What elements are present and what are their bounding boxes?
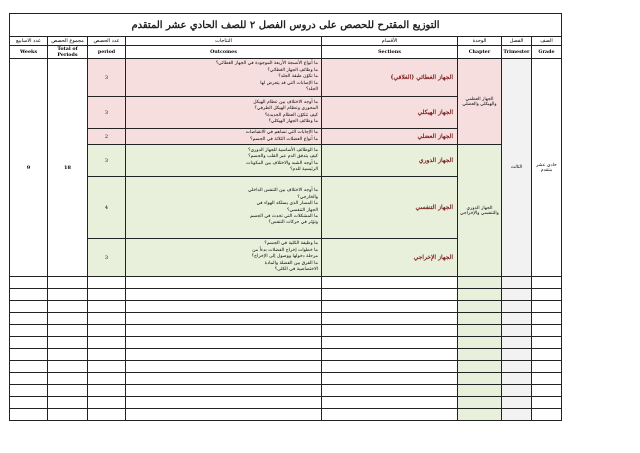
empty-cell: [532, 325, 562, 337]
outcomes-cell: [126, 59, 322, 97]
empty-row: [10, 313, 562, 325]
empty-cell: [48, 325, 88, 337]
empty-cell: [126, 385, 322, 397]
outcome-line: ما أوجه الاختلاف بين التنفس الداخلي: [248, 188, 318, 194]
header-total-periods-ar: مجموع الحصص: [48, 37, 88, 46]
empty-cell: [88, 373, 126, 385]
empty-cell: [10, 277, 48, 289]
empty-cell: [126, 373, 322, 385]
grade-value: حادي عشر متقدم: [532, 59, 562, 277]
empty-cell: [458, 289, 502, 301]
empty-cell: [322, 337, 458, 349]
header-grade-ar: الصف: [532, 37, 562, 46]
empty-cell: [322, 409, 458, 421]
header-trimester-ar: الفصل: [502, 37, 532, 46]
empty-cell: [502, 337, 532, 349]
empty-cell: [10, 349, 48, 361]
empty-cell: [48, 313, 88, 325]
outcome-line: ما وظائف الجهاز الهيكلي؟: [268, 118, 318, 124]
outcome-line: كيف يتدفق الدم عبر القلب والجسم؟: [248, 154, 318, 160]
empty-row: [10, 373, 562, 385]
empty-cell: [502, 349, 532, 361]
outcome-line: ما الفرق بين الفضلة والمادة: [264, 260, 318, 266]
header-outcomes-ar: النتاجات: [126, 37, 322, 46]
empty-cell: [48, 277, 88, 289]
outcomes-cell: [126, 239, 322, 277]
empty-cell: [502, 301, 532, 313]
outcomes-cell: [126, 177, 322, 239]
empty-cell: [502, 289, 532, 301]
empty-row: [10, 385, 562, 397]
header-outcomes-en: Outcomes: [126, 46, 322, 59]
empty-cell: [126, 301, 322, 313]
empty-row: [10, 325, 562, 337]
english-header-row: [10, 46, 562, 59]
outcomes-cell: [126, 129, 322, 145]
empty-cell: [532, 373, 562, 385]
outcome-line: ما أنواع العضلات الثلاثة في الجسم؟: [250, 136, 318, 142]
empty-cell: [458, 385, 502, 397]
empty-cell: [322, 325, 458, 337]
period-value: 3: [88, 239, 126, 277]
header-weeks-ar: عدد الاسابيع: [10, 37, 48, 46]
empty-cell: [502, 373, 532, 385]
empty-cell: [532, 337, 562, 349]
period-value: 2: [88, 129, 126, 145]
outcome-line: كيف تتكوّن العظام الجديدة؟: [264, 112, 318, 118]
empty-cell: [532, 289, 562, 301]
empty-cell: [502, 313, 532, 325]
empty-row: [10, 277, 562, 289]
header-sections-en: Sections: [322, 46, 458, 59]
empty-cell: [322, 385, 458, 397]
trimester-value: الثالث: [502, 59, 532, 277]
header-period-en: period: [88, 46, 126, 59]
empty-cell: [88, 313, 126, 325]
outcomes-cell: [126, 145, 322, 177]
page-title: التوزيع المقترح للحصص على دروس الفصل ٢ للصف الحادي عشر المتقدم: [10, 14, 562, 37]
empty-cell: [48, 361, 88, 373]
header-trimester-en: Trimester: [502, 46, 532, 59]
empty-cell: [48, 397, 88, 409]
empty-cell: [10, 397, 48, 409]
header-weeks-en: Weeks: [10, 46, 48, 59]
empty-cell: [88, 349, 126, 361]
empty-cell: [88, 301, 126, 313]
outcome-line: ما تكوّن طبقة الجلد؟: [278, 74, 318, 80]
chapter-1: الجهاز العظمي والهيكلي والعضلي: [458, 59, 502, 145]
outcome-line: ما خطوات إخراج الفضلات بدءاً من: [252, 247, 318, 253]
empty-row: [10, 337, 562, 349]
empty-cell: [48, 349, 88, 361]
empty-cell: [458, 325, 502, 337]
empty-row: [10, 349, 562, 361]
empty-cell: [126, 409, 322, 421]
empty-cell: [458, 337, 502, 349]
empty-cell: [322, 289, 458, 301]
header-chapter-ar: الوحدة: [458, 37, 502, 46]
empty-cell: [322, 301, 458, 313]
empty-cell: [502, 385, 532, 397]
period-value: 3: [88, 97, 126, 129]
empty-cell: [532, 349, 562, 361]
section-name: الجهاز الإخراجي: [322, 239, 458, 277]
empty-cell: [532, 313, 562, 325]
outcome-line: المحوري وعظام الهيكل الطرفي؟: [254, 106, 318, 112]
empty-cell: [502, 277, 532, 289]
empty-row: [10, 301, 562, 313]
outcome-line: ما أنواع الأنسجة الأربعة الموجودة في الجهاز الغطائي؟: [215, 61, 318, 67]
empty-cell: [88, 397, 126, 409]
empty-cell: [10, 325, 48, 337]
weeks-value: 9: [10, 59, 48, 277]
empty-row: [10, 409, 562, 421]
empty-cell: [458, 397, 502, 409]
arabic-header-row: [10, 37, 562, 46]
period-value: 4: [88, 177, 126, 239]
empty-cell: [532, 397, 562, 409]
empty-cell: [322, 373, 458, 385]
empty-cell: [48, 301, 88, 313]
outcome-line: ما المسار الذي يسلكه الهواء في: [256, 201, 318, 207]
empty-cell: [458, 361, 502, 373]
outcome-line: الاختصاصية في الكلى؟: [274, 267, 318, 273]
empty-cell: [126, 337, 322, 349]
empty-cell: [48, 289, 88, 301]
empty-cell: [10, 361, 48, 373]
outcome-line: مرحلة دخولها ووصول إلى الإخراج؟: [251, 254, 318, 260]
empty-row: [10, 397, 562, 409]
empty-cell: [458, 409, 502, 421]
header-grade-en: Grade: [532, 46, 562, 59]
empty-cell: [532, 277, 562, 289]
empty-cell: [88, 289, 126, 301]
distribution-sheet: [9, 13, 561, 421]
empty-cell: [126, 397, 322, 409]
empty-cell: [88, 409, 126, 421]
empty-cell: [458, 349, 502, 361]
empty-cell: [532, 301, 562, 313]
section-name: الجهاز الدوري: [322, 145, 458, 177]
empty-cell: [502, 409, 532, 421]
empty-cell: [322, 313, 458, 325]
empty-cell: [502, 361, 532, 373]
period-value: 3: [88, 59, 126, 97]
chapter-2: الجهاز الدوري والتنفسي والإخراجي: [458, 145, 502, 277]
section-name: الجهاز التنفسي: [322, 177, 458, 239]
empty-cell: [126, 289, 322, 301]
header-sections-ar: الأقسام: [322, 37, 458, 46]
empty-cell: [458, 373, 502, 385]
empty-cell: [458, 313, 502, 325]
outcome-line: ما الإجابات التي تساهم في الانقباضات: [245, 130, 318, 136]
empty-cell: [10, 373, 48, 385]
empty-cell: [88, 361, 126, 373]
empty-cell: [126, 349, 322, 361]
period-value: 3: [88, 145, 126, 177]
outcome-line: ما الوظائف الأساسية للجهاز الدوري؟: [248, 147, 318, 153]
header-chapter-en: Chapter: [458, 46, 502, 59]
outcome-line: ما وظائف الجهاز الغطائي؟: [267, 67, 318, 73]
empty-cell: [126, 277, 322, 289]
outcome-line: وتؤثر في حركات التنفس؟: [268, 220, 318, 226]
header-period-ar: عدد الحصص: [88, 37, 126, 46]
section-name: الجهاز العضلي: [322, 129, 458, 145]
empty-cell: [88, 277, 126, 289]
table-row: [10, 145, 562, 177]
empty-cell: [88, 385, 126, 397]
outcome-line: والخارجي؟: [297, 194, 318, 200]
empty-cell: [458, 301, 502, 313]
empty-cell: [532, 385, 562, 397]
section-name: الجهاز الغطائي (الغلافي): [322, 59, 458, 97]
empty-cell: [322, 277, 458, 289]
empty-cell: [502, 325, 532, 337]
empty-cell: [88, 337, 126, 349]
empty-cell: [10, 289, 48, 301]
empty-cell: [10, 337, 48, 349]
empty-cell: [10, 385, 48, 397]
empty-cell: [322, 349, 458, 361]
empty-cell: [322, 397, 458, 409]
empty-cell: [126, 325, 322, 337]
total-periods-value: 18: [48, 59, 88, 277]
empty-cell: [48, 385, 88, 397]
outcome-line: ما أوجه الاختلاف بين عظام الهيكل: [253, 99, 318, 105]
empty-cell: [10, 313, 48, 325]
table-row: [10, 59, 562, 97]
empty-cell: [10, 301, 48, 313]
empty-cell: [458, 277, 502, 289]
empty-cell: [532, 409, 562, 421]
header-total-periods-en: Total of Periods: [48, 46, 88, 59]
outcome-line: ما الإصابات التي قد يتعرض لها: [260, 80, 318, 86]
empty-cell: [48, 409, 88, 421]
empty-cell: [322, 361, 458, 373]
section-name: الجهاز الهيكلي: [322, 97, 458, 129]
empty-cell: [48, 373, 88, 385]
distribution-table: [9, 13, 562, 421]
outcome-line: الجلد؟: [305, 87, 318, 93]
outcomes-cell: [126, 97, 322, 129]
empty-cell: [126, 313, 322, 325]
outcome-line: الرئيسية للدم؟: [290, 166, 318, 172]
empty-cell: [88, 325, 126, 337]
outcome-line: ما المشكلات التي تحدث في الجسم: [250, 213, 318, 219]
outcome-line: ما وظيفة الكلية في الجسم؟: [264, 241, 318, 247]
empty-cell: [10, 409, 48, 421]
empty-cell: [126, 361, 322, 373]
empty-cell: [48, 337, 88, 349]
outcome-line: ما أوجه الشبه والاختلاف بين المكونات: [246, 160, 318, 166]
empty-row: [10, 361, 562, 373]
outcome-line: الجهاز التنفسي؟: [287, 207, 318, 213]
empty-row: [10, 289, 562, 301]
empty-cell: [532, 361, 562, 373]
empty-cell: [502, 397, 532, 409]
